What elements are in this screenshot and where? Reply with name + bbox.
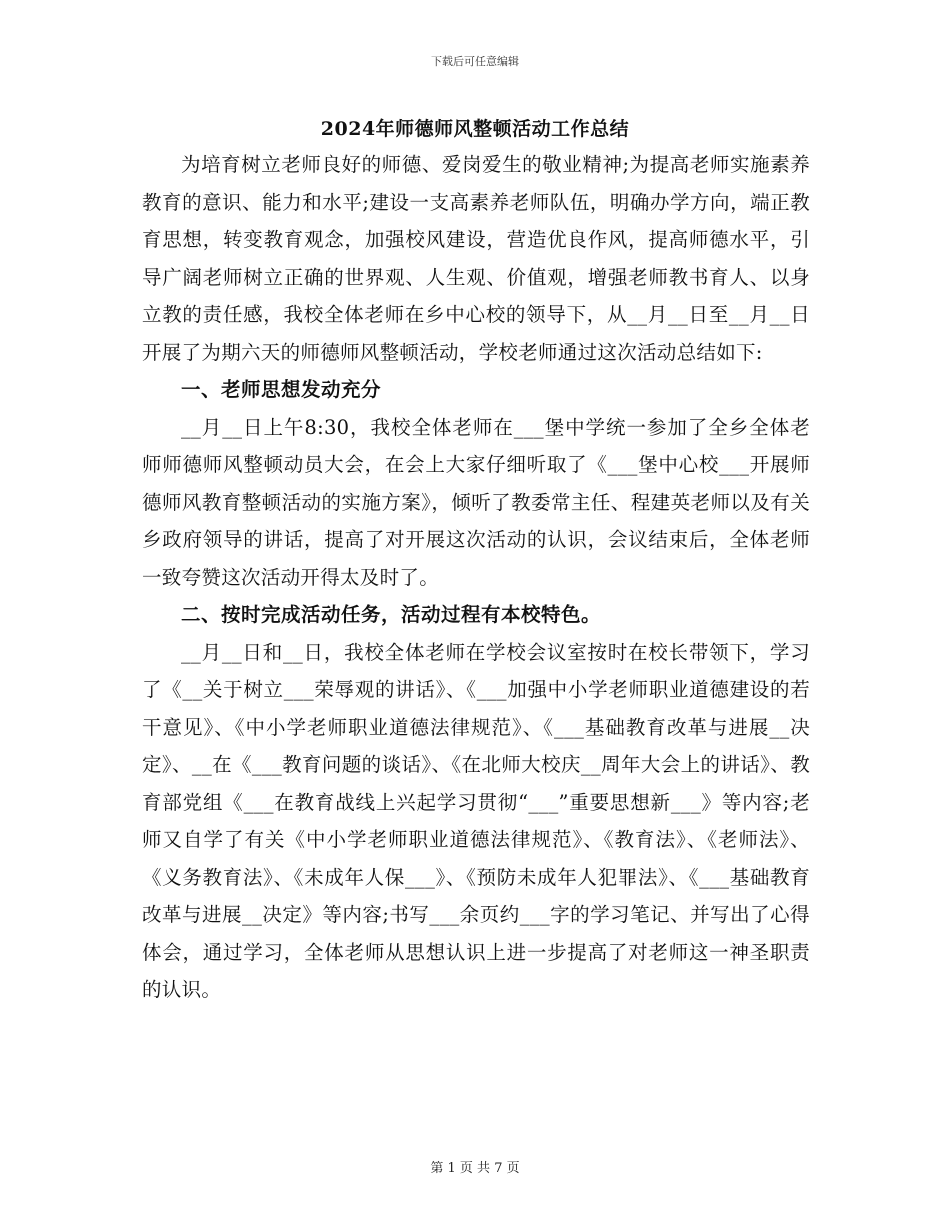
header-note: 下载后可任意编辑	[431, 55, 519, 68]
section-2-paragraph: __月__日和__日，我校全体老师在学校会议室按时在校长带领下，学习了《__关于树立___荣辱观的讲话》、《___加强中小学老师职业道德建设的若干意见》、《中小学老师职业道德法律规范》、《___基础教育改革与进展__决定》、__在《___教育问题的谈话》、《在北师大校庆__周年大会上的讲话》、教育部党组《___在教育战线上兴起学习贯彻“___”重要思想新___》等内容;老师又自学了有关《中小学老师职业道德法律规范》、《教育法》、《老师法》、《义务教育法》、《未成年人保___》、《预防未成年人犯罪法》、《___基础教育改革与进展__决定》等内容;书写___余页约___字的学习笔记、并写出了心得体会，通过学习，全体老师从思想认识上进一步提高了对老师这一神圣职责的认识。	[142, 640, 810, 1001]
document-title: 2024年师德师风整顿活动工作总结	[320, 118, 630, 140]
document-body	[142, 146, 810, 1009]
page-number-footer: 第 1 页 共 7 页	[430, 1161, 520, 1176]
section-1-heading: 一、老师思想发动充分	[181, 378, 382, 401]
section-2-heading: 二、按时完成活动任务，活动过程有本校特色。	[181, 603, 602, 626]
intro-paragraph: 为培育树立老师良好的师德、爱岗爱生的敬业精神;为提高老师实施素养教育的意识、能力和水平;建设一支高素养老师队伍，明确办学方向，端正教育思想，转变教育观念，加强校风建设，营造优良作风，提高师德水平，引导广阔老师树立正确的世界观、人生观、价值观，增强老师教书育人、以身立教的责任感，我校全体老师在乡中心校的领导下，从__月__日至__月__日开展了为期六天的师德师风整顿活动，学校老师通过这次活动总结如下:	[142, 153, 810, 364]
section-1-paragraph: __月__日上午8:30，我校全体老师在___堡中学统一参加了全乡全体老师师德师风整顿动员大会，在会上大家仔细听取了《___堡中心校___开展师德师风教育整顿活动的实施方案》，倾听了教委常主任、程建英老师以及有关乡政府领导的讲话，提高了对开展这次活动的认识，会议结束后，全体老师一致夸赞这次活动开得太及时了。	[142, 415, 810, 589]
